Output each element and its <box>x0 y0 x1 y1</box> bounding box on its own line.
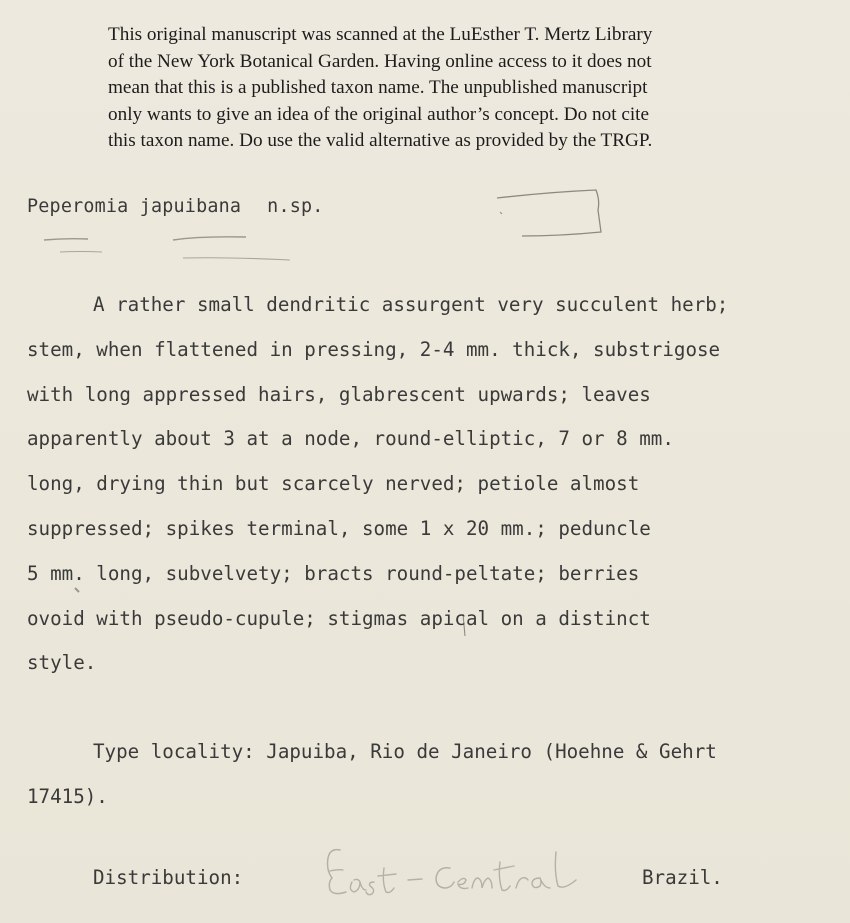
type-locality-line: 17415). <box>27 784 108 808</box>
pencil-underline-mark <box>183 258 290 260</box>
description-line: ovoid with pseudo-cupule; stigmas apical on a distinct <box>27 606 651 630</box>
description-line: 5 mm. long, subvelvety; bracts round-peltate; berries <box>27 561 640 585</box>
taxon-name: Peperomia japuibana <box>27 196 242 217</box>
description-line: style. <box>27 651 97 675</box>
pencil-underline-mark <box>60 252 102 253</box>
type-locality-line: Type locality: Japuiba, Rio de Janeiro (Hoehne & Gehrt <box>93 740 717 763</box>
notice-line: only wants to give an idea of the original author’s concept. Do not cite <box>108 103 650 125</box>
handwritten-annotation <box>318 838 588 902</box>
notice-line: of the New York Botanical Garden. Having online access to it does not <box>108 50 652 72</box>
taxon-status: n.sp. <box>267 196 324 217</box>
description-line: with long appressed hairs, glabrescent upwards; leaves <box>27 382 651 406</box>
pencil-underline-mark <box>44 239 88 240</box>
description-line: stem, when flattened in pressing, 2-4 mm. thick, substrigose <box>27 337 721 361</box>
type-locality <box>27 730 717 820</box>
species-description <box>27 283 728 686</box>
distribution-label: Distribution: <box>93 866 244 889</box>
pencil-underline-mark <box>173 237 246 240</box>
handwritten-text: East-central <box>318 838 323 839</box>
distribution-value: Brazil. <box>642 866 723 889</box>
description-line: A rather small dendritic assurgent very succulent herb; <box>93 293 729 316</box>
notice-line: mean that this is a published taxon name. The unpublished manuscript <box>108 77 648 98</box>
description-line: suppressed; spikes terminal, some 1 x 20 mm.; peduncle <box>27 516 651 540</box>
notice-line: This original manuscript was scanned at the LuEsther T. Mertz Library <box>108 24 653 45</box>
pencil-dot-mark <box>500 212 502 214</box>
pencil-box-mark <box>497 190 601 236</box>
description-line: apparently about 3 at a node, round-elliptic, 7 or 8 mm. <box>27 427 674 451</box>
notice-line: this taxon name. Do use the valid alternative as provided by the TRGP. <box>108 130 653 151</box>
description-line: long, drying thin but scarcely nerved; petiole almost <box>27 472 640 496</box>
